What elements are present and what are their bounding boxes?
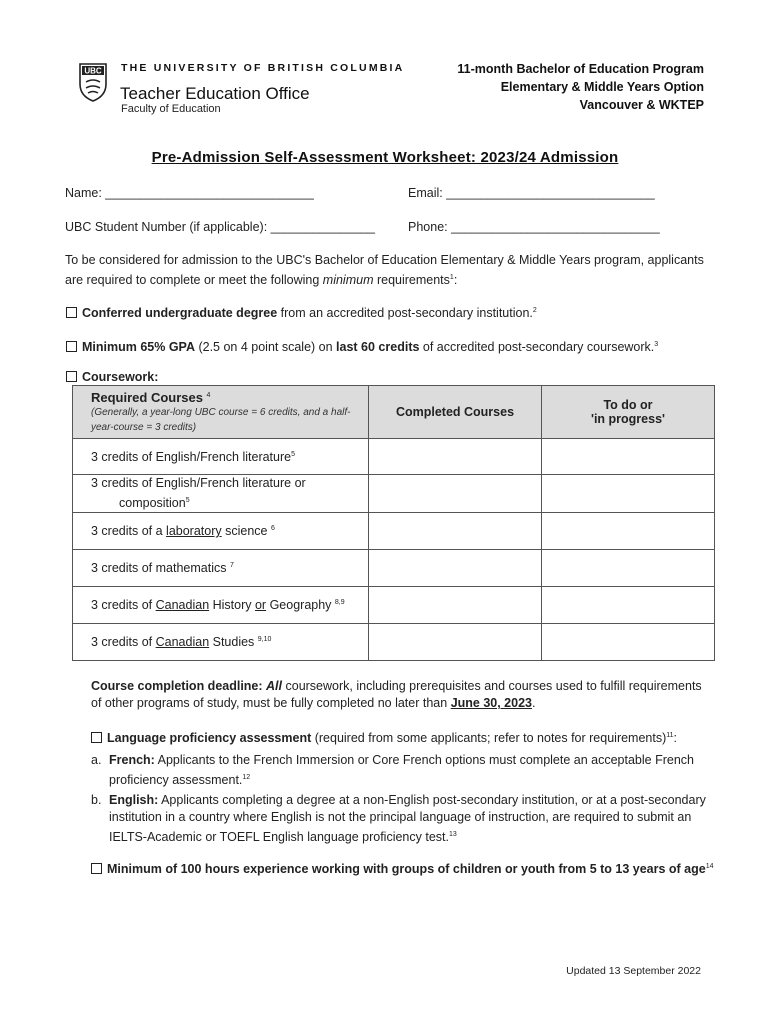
todo-header: [542, 386, 715, 439]
footnote-13: 13: [448, 831, 457, 838]
completed-cell[interactable]: [369, 587, 542, 624]
completed-cell[interactable]: [369, 475, 542, 513]
table-row: [73, 513, 715, 550]
experience-text: working with groups of children or youth from 5 to 13 years of age: [308, 862, 706, 877]
credit-note-2: year-course = 3 credits): [91, 421, 197, 433]
program-line-2: Elementary & Middle Years Option: [500, 80, 704, 94]
course-text: 3 credits of English/French literature or: [91, 476, 306, 490]
intro-text-2: requirements: [373, 273, 450, 288]
footnote: 8,9: [334, 599, 345, 606]
course-text-2: composition: [119, 496, 186, 511]
table-row: [73, 587, 715, 624]
language-end: :: [673, 731, 678, 746]
email-field[interactable]: Email: ______________________________: [408, 186, 655, 200]
completed-cell[interactable]: [369, 513, 542, 550]
footnote-2: 2: [532, 307, 537, 314]
degree-label: Conferred undergraduate degree: [82, 306, 278, 321]
table-row: [73, 439, 715, 475]
french-label: French:: [109, 753, 155, 767]
gpa-text: (2.5 on 4 point scale) on: [194, 340, 337, 355]
course-requirement: [73, 513, 369, 550]
updated-date: Updated 13 September 2022: [566, 965, 701, 977]
gpa-credits: last 60 credits: [336, 340, 420, 355]
degree-checkbox[interactable]: [66, 307, 77, 318]
course-text-2: science: [221, 524, 271, 539]
program-line-1: 11-month Bachelor of Education Program: [457, 62, 704, 76]
todo-cell[interactable]: [542, 475, 715, 513]
course-text: 3 credits of: [91, 598, 156, 613]
footnote-11: 11: [666, 732, 674, 739]
english-text: Applicants completing a degree at a non-English post-secondary institution, or at a post-secondary: [158, 793, 706, 807]
completed-courses-header: Completed Courses: [369, 386, 542, 439]
intro-line-2: [65, 269, 715, 289]
english-item: [91, 792, 721, 846]
intro-paragraph: [65, 252, 715, 289]
completed-cell[interactable]: [369, 550, 542, 587]
course-requirement: [73, 587, 369, 624]
coursework-requirement: [66, 369, 158, 386]
experience-label: Minimum of 100 hours experience: [107, 862, 309, 877]
table-row: [73, 475, 715, 513]
french-text-2: proficiency assessment.: [109, 773, 243, 788]
name-field[interactable]: Name: ______________________________: [65, 186, 314, 200]
crest-text: UBC: [84, 66, 102, 76]
gpa-checkbox[interactable]: [66, 341, 77, 352]
intro-emphasis: minimum: [322, 273, 374, 288]
credit-note-1: (Generally, a year-long UBC course = 6 credits, and a half-: [91, 406, 351, 418]
french-item: [91, 752, 721, 789]
deadline-paragraph: [91, 678, 716, 712]
gpa-requirement: [66, 336, 658, 356]
course-text-3: Geography: [266, 598, 335, 613]
course-emphasis: Canadian: [155, 598, 210, 613]
faculty-name: Faculty of Education: [121, 103, 221, 115]
degree-requirement: [66, 302, 537, 322]
experience-checkbox[interactable]: [91, 863, 102, 874]
footnote: 5: [185, 497, 190, 504]
experience-requirement: [91, 858, 714, 878]
student-number-field[interactable]: UBC Student Number (if applicable): _______________: [65, 220, 375, 234]
footnote: 9,10: [257, 636, 272, 643]
english-label: English:: [109, 793, 159, 807]
todo-cell[interactable]: [542, 550, 715, 587]
ubc-crest-logo: [78, 62, 108, 102]
footnote-14: 14: [705, 863, 714, 870]
footnote-4: 4: [206, 391, 211, 399]
gpa-label: Minimum 65% GPA: [82, 340, 195, 355]
office-name: Teacher Education Office: [120, 84, 310, 103]
item-marker-a: a.: [91, 753, 102, 767]
intro-end: :: [453, 273, 458, 288]
intro-text: are required to complete or meet the following: [65, 273, 323, 288]
worksheet-title: Pre-Admission Self-Assessment Worksheet: 2023/24 Admission: [151, 149, 619, 166]
deadline-text-2: of other programs of study, must be fully completed no later than: [91, 696, 451, 710]
course-text-2: Studies: [209, 635, 258, 650]
table-header-row: [73, 386, 715, 439]
deadline-text: coursework, including prerequisites and courses used to fulfill requirements: [282, 679, 702, 693]
gpa-text-2: of accredited post-secondary coursework.: [419, 340, 655, 355]
course-text-2: History: [209, 598, 255, 613]
english-text-3: IELTS-Academic or TOEFL English language proficiency test.: [109, 830, 449, 845]
language-requirement: [91, 727, 677, 747]
course-requirement: [73, 624, 369, 661]
program-info: [457, 60, 704, 114]
todo-header-line-2: 'in progress': [590, 412, 666, 426]
todo-cell[interactable]: [542, 439, 715, 475]
deadline-label: Course completion deadline:: [91, 679, 267, 693]
coursework-checkbox[interactable]: [66, 371, 77, 382]
footnote-3: 3: [654, 341, 659, 348]
language-checkbox[interactable]: [91, 732, 102, 743]
footnote-1: 1: [449, 274, 454, 281]
todo-cell[interactable]: [542, 587, 715, 624]
footnote: 6: [270, 525, 275, 532]
deadline-end: .: [532, 696, 536, 710]
language-label: Language proficiency assessment: [107, 731, 312, 746]
course-requirement: [73, 475, 369, 513]
completed-cell[interactable]: [369, 439, 542, 475]
table-row: [73, 624, 715, 661]
footnote-12: 12: [242, 774, 251, 781]
table-row: [73, 550, 715, 587]
required-courses-label: Required Courses: [91, 389, 203, 405]
todo-cell[interactable]: [542, 513, 715, 550]
item-marker-b: b.: [91, 793, 102, 807]
program-line-3: Vancouver & WKTEP: [579, 98, 704, 112]
todo-header-line-1: To do or: [603, 398, 653, 412]
completed-cell[interactable]: [369, 624, 542, 661]
footnote: 7: [229, 562, 234, 569]
french-text: Applicants to the French Immersion or Core French options must complete an acceptable French: [154, 753, 694, 767]
language-text: (required from some applicants; refer to notes for requirements): [311, 731, 667, 746]
course-emphasis-2: or: [254, 598, 267, 613]
footnote: 5: [291, 450, 295, 458]
todo-cell[interactable]: [542, 624, 715, 661]
intro-line-1: To be considered for admission to the UBC's Bachelor of Education Elementary & Middle Years program, applicants: [65, 253, 704, 267]
required-courses-header: [73, 386, 369, 439]
course-table: [72, 385, 715, 661]
degree-text: from an accredited post-secondary institution.: [277, 306, 533, 321]
deadline-emphasis: All: [266, 679, 283, 693]
course-requirement: [73, 550, 369, 587]
english-text-2: institution in a country where English is not the principal language of instruction, are required to submit an: [109, 810, 692, 824]
course-text: 3 credits of mathematics: [91, 561, 230, 576]
course-emphasis: Canadian: [155, 635, 210, 650]
course-text: 3 credits of a: [91, 524, 167, 539]
course-text: 3 credits of English/French literature: [91, 449, 292, 464]
phone-field[interactable]: Phone: ______________________________: [408, 220, 660, 234]
university-name: THE UNIVERSITY OF BRITISH COLUMBIA: [121, 62, 405, 74]
coursework-label: Coursework:: [82, 370, 159, 384]
course-requirement: [73, 439, 369, 475]
course-emphasis: laboratory: [166, 524, 222, 539]
deadline-date: June 30, 2023: [450, 696, 532, 710]
course-text: 3 credits of: [91, 635, 156, 650]
